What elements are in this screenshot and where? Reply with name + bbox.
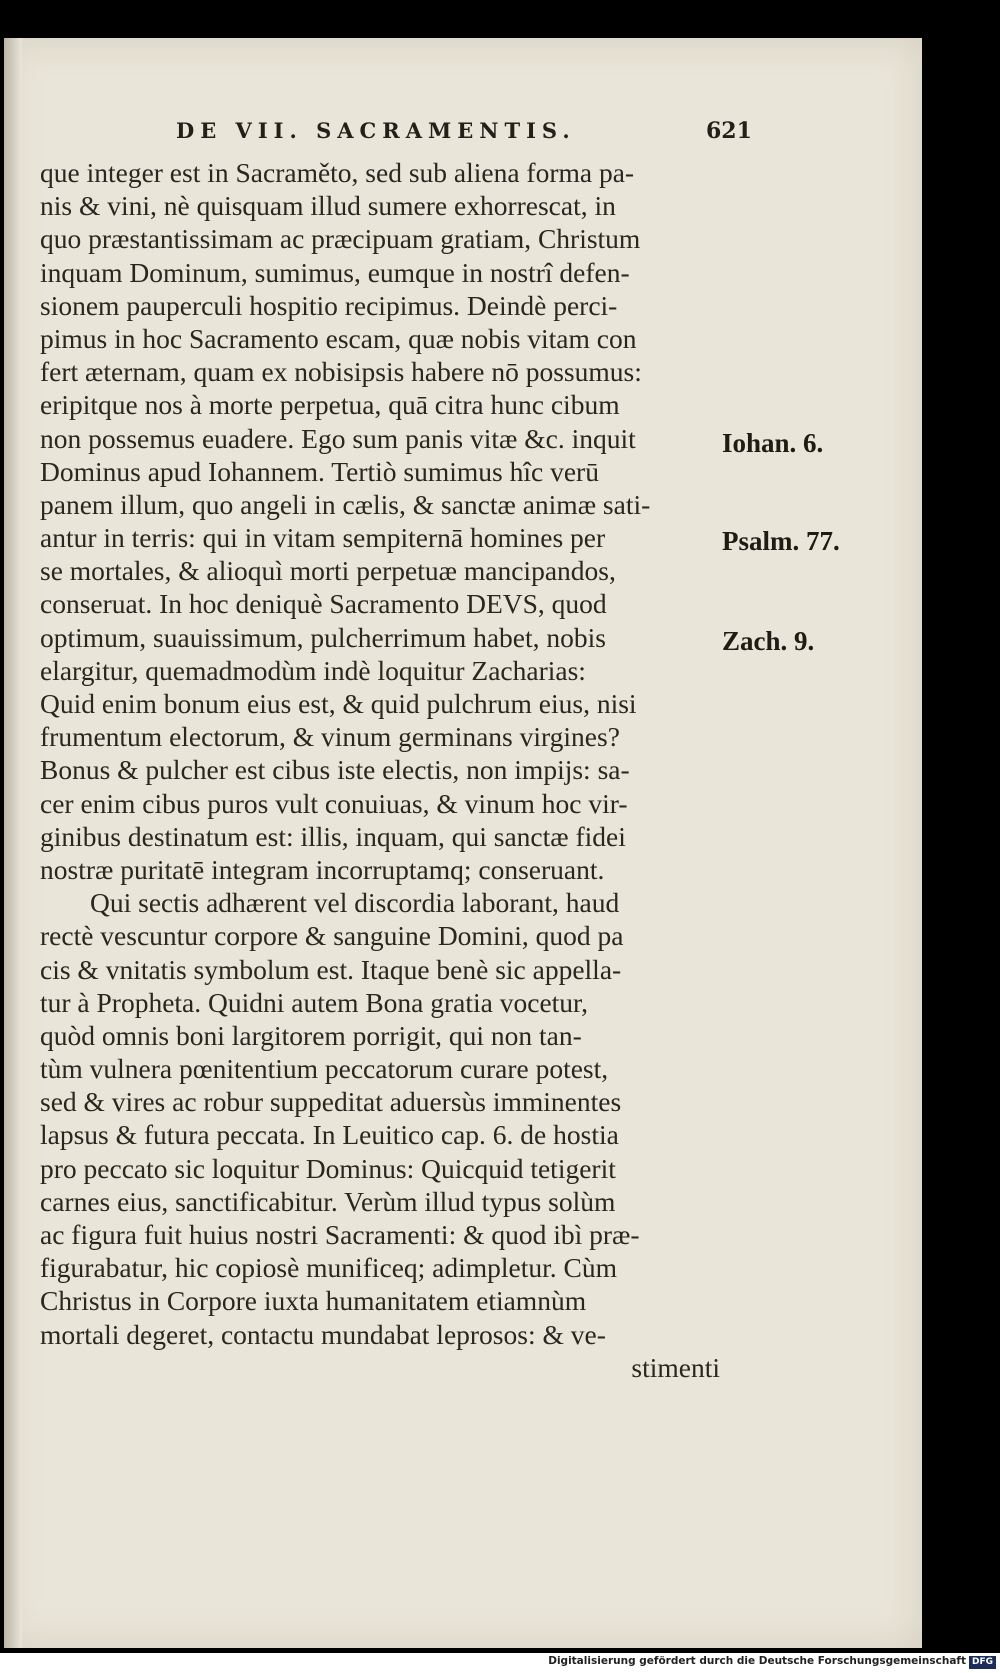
text-line: frumentum electorum, & vinum germinans virgines?	[40, 721, 620, 753]
running-head-title: DE VII. SACRAMENTIS.	[176, 118, 576, 143]
margin-note-iohan: Iohan. 6.	[722, 428, 824, 458]
text-line: quo præstantissimam ac præcipuam gratiam, Christum	[40, 223, 641, 255]
text-line: Bonus & pulcher est cibus iste electis, non impijs: sa-	[40, 754, 630, 786]
text-line: se mortales, & alioquì morti perpetuæ mancipandos,	[40, 555, 616, 587]
page-gutter	[4, 38, 22, 1648]
text-line: sed & vires ac robur suppeditat aduersùs imminentes	[40, 1086, 622, 1118]
text-line: tur à Propheta. Quidni autem Bona gratia vocetur,	[40, 986, 588, 1018]
text-line: cer enim cibus puros vult conuiuas, & vinum hoc vir-	[40, 787, 628, 819]
text-line: sionem pauperculi hospitio recipimus. Deindè perci-	[40, 289, 618, 321]
dfg-logo-icon: DFG	[969, 1656, 996, 1669]
text-line: lapsus & futura peccata. In Leuitico cap. 6. de hostia	[40, 1119, 619, 1151]
text-line: pimus in hoc Sacramento escam, quæ nobis vitam con	[40, 322, 637, 354]
text-line: figurabatur, hic copiosè munificeq; adimpletur. Cùm	[40, 1252, 618, 1284]
text-line: ac figura fuit huius nostri Sacramenti: & quod ibì præ-	[40, 1219, 640, 1250]
catchword: stimenti	[631, 1351, 720, 1383]
text-line: conseruat. In hoc deniquè Sacramento DEVS, quod	[40, 588, 607, 620]
margin-note-psalm: Psalm. 77.	[722, 526, 840, 556]
text-line: non possemus euadere. Ego sum panis vitæ &c. inquit	[40, 422, 636, 454]
text-line: optimum, suauissimum, pulcherrimum habet, nobis	[40, 621, 606, 653]
text-line: tùm vulnera pœnitentium peccatorum curare potest,	[40, 1053, 609, 1085]
text-line: Quid enim bonum eius est, & quid pulchrum eius, nisi	[40, 688, 637, 719]
text-line: eripitque nos à morte perpetua, quā citra hunc cibum	[40, 389, 620, 421]
body-text	[40, 156, 720, 1384]
text-line: carnes eius, sanctificabitur. Verùm illud typus solùm	[40, 1185, 616, 1217]
book-page	[4, 38, 922, 1648]
text-line: panem illum, quo angeli in cælis, & sanctæ animæ sati-	[40, 488, 651, 520]
funding-credit: Digitalisierung gefördert durch die Deutsche Forschungsgemeinschaft	[548, 1655, 966, 1667]
text-line: fert æternam, quam ex nobisipsis habere nō possumus:	[40, 356, 642, 388]
page-number: 621	[706, 118, 752, 144]
text-line: Christus in Corpore iuxta humanitatem etiamnùm	[40, 1285, 587, 1317]
text-line: nis & vini, nè quisquam illud sumere exhorrescat, in	[40, 190, 616, 222]
text-line: inquam Dominum, sumimus, eumque in nostrî defen-	[40, 256, 630, 288]
text-line: antur in terris: qui in vitam sempiternā homines per	[40, 522, 606, 554]
text-line: ginibus destinatum est: illis, inquam, qui sanctæ fidei	[40, 820, 626, 852]
text-line: nostræ puritatē integram incorruptamq; conseruant.	[40, 853, 605, 885]
text-line: cis & vnitatis symbolum est. Itaque benè sic appella-	[40, 953, 622, 985]
text-line: mortali degeret, contactu mundabat leprosos: & ve-	[40, 1318, 606, 1350]
text-line: pro peccato sic loquitur Dominus: Quicquid tetigerit	[40, 1152, 616, 1184]
footer-bar	[0, 1653, 1000, 1673]
text-line: Qui sectis adhærent vel discordia laborant, haud	[90, 887, 620, 919]
text-line: Dominus apud Iohannem. Tertiò sumimus hîc verū	[40, 455, 599, 487]
margin-note-zach: Zach. 9.	[722, 626, 815, 656]
text-line: que integer est in Sacraměto, sed sub aliena forma pa-	[40, 157, 635, 188]
text-line: elargitur, quemadmodùm indè loquitur Zacharias:	[40, 654, 586, 686]
text-line: quòd omnis boni largitorem porrigit, qui non tan-	[40, 1019, 582, 1051]
text-line: rectè vescuntur corpore & sanguine Domini, quod pa	[40, 920, 624, 952]
